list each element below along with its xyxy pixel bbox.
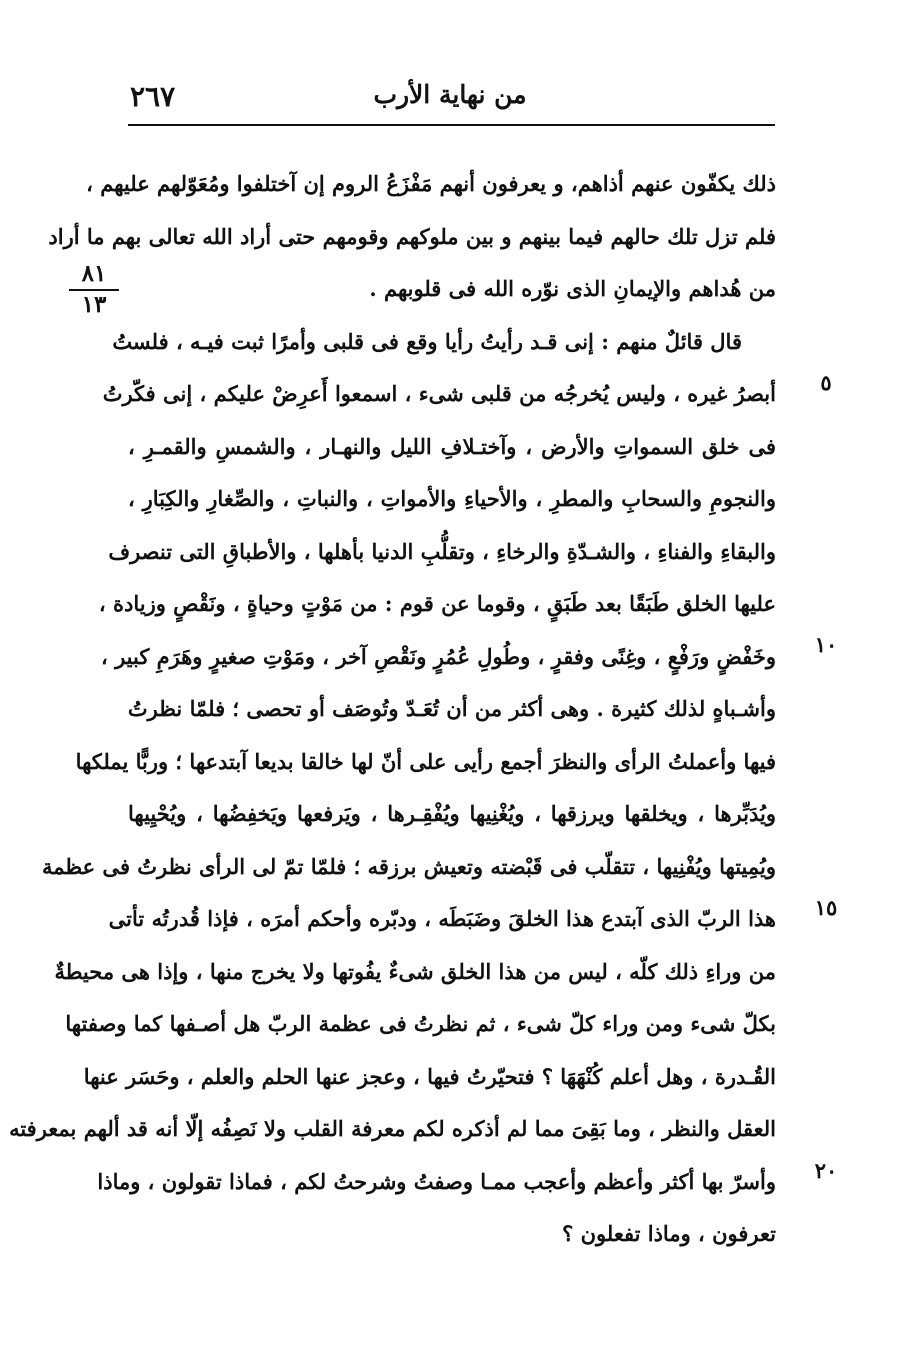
header-rule xyxy=(128,124,775,126)
text-line: تعرفون ، وماذا تفعلون ؟ xyxy=(562,1221,776,1246)
line-number: ٥ xyxy=(820,370,832,395)
margin-reference-top: ٨١ xyxy=(81,260,107,287)
text-line: من هُداهم والإيمانِ الذى نوّره الله فى قلوبهم . xyxy=(369,276,776,301)
text-line: العقل والنظر ، وما بَقِىَ مما لم أذكره لكم معرفة القلب ولا نَصِفُه إلّا أنه قد ألهم بمعرفته xyxy=(9,1116,776,1141)
text-line: القُـدرة ، وهل أعلم كُنْهَهَا ؟ فتحيّرتُ فيها ، وعجز عنها الحلم والعلم ، وحَسَر عنها xyxy=(83,1063,776,1089)
text-line: ويُمِيتها ويُفْنِيها ، تتقلّب فى قَبْضته وتعيش برزقه ؛ فلمّا تمّ لى الرأى نظرتُ فى عظمة xyxy=(41,853,776,879)
page-number: ٢٦٧ xyxy=(130,80,176,113)
text-line: فى خلق السمواتِ والأرض ، وآختـلافِ الليل والنهـار ، والشمسِ والقمـرِ ، xyxy=(128,433,776,459)
text-line: عليها الخلق طَبَقًا بعد طَبَقٍ ، وقوما عن قوم : من مَوْتٍ وحياةٍ ، ونَقْصٍ وزيادة ، xyxy=(98,591,776,616)
text-line: وأسرّ بها أكثر وأعظم وأعجب ممـا وصفتُ وشرحتُ لكم ، فماذا تقولون ، وماذا xyxy=(97,1168,776,1194)
text-line: وخَفْضٍ ورَفْعٍ ، وغِنًى وفقرٍ ، وطُولِ عُمُرٍ ونَقْصِ آخر ، ومَوْتِ صغيرٍ وهَرَمِ كبير ، xyxy=(100,643,776,669)
text-line: ذلك يكفّون عنهم أذاهم، و يعرفون أنهم مَفْزَعُ الروم إن آختلفوا ومُعَوّلهم عليهم ، xyxy=(86,171,776,196)
line-number: ١٠ xyxy=(814,632,838,657)
text-line: من وراءِ ذلك كلّه ، ليس من هذا الخلق شىءٌ يفُوتها ولا يخرج منها ، وإذا هى محيطةٌ xyxy=(54,958,776,984)
text-line: والبقاءِ والفناءِ ، والشـدّةِ والرخاءِ ، وتقلُّبِ الدنيا بأهلها ، والأطباقِ التى تنصرف xyxy=(108,538,776,564)
line-number: ١٥ xyxy=(814,895,838,920)
margin-reference xyxy=(66,262,122,316)
text-line: قال قائلٌ منهم : إنى قـد رأيتُ رأيا وقع فى قلبى وأمرًا ثبت فيـه ، فلستُ xyxy=(112,328,742,354)
margin-reference-bottom: ١٣ xyxy=(81,291,107,318)
text-line: وأشـباهٍ لذلك كثيرة . وهى أكثر من أن تُعَـدّ وتُوصَف أو تحصى ؛ فلمّا نظرتُ xyxy=(127,696,776,721)
text-line: بكلّ شىء ومن وراء كلّ شىء ، ثم نظرتُ فى عظمة الربّ هل أصـفها كما وصفتها xyxy=(65,1011,776,1036)
text-line: والنجومِ والسحابِ والمطرِ ، والأحياءِ والأمواتِ ، والنباتِ ، والصِّغارِ والكِبَارِ ، xyxy=(128,486,776,511)
text-line: هذا الربّ الذى آبتدع هذا الخلقَ وضَبَطَه ، ودبّره وأحكم أمرَه ، فإذا قُدرتُه تأتى xyxy=(108,906,776,931)
text-line: فلم تزل تلك حالهم فيما بينهم و بين ملوكهم وقومهم حتى أراد الله تعالى بهم ما أراد xyxy=(48,223,776,249)
running-title: من نهاية الأرب xyxy=(373,80,527,109)
text-line: أبصرُ غيره ، وليس يُخرجُه من قلبى شىء ، اسمعوا أَعرِضْ عليكم ، إنى فكّرتُ xyxy=(102,381,776,406)
text-line: فيها وأعملتُ الرأى والنظرَ أجمع رأيى على أنّ لها خالقا بديعا آبتدعها ؛ وربًّا يملكها xyxy=(75,748,776,774)
line-number: ٢٠ xyxy=(814,1158,838,1183)
text-line: ويُدَبِّرها ، ويخلقها ويرزقها ، ويُغْنِيها ويُفْقِـرها ، ويَرفعها ويَخفِضُها ، ويُحْيِيها xyxy=(128,801,776,826)
